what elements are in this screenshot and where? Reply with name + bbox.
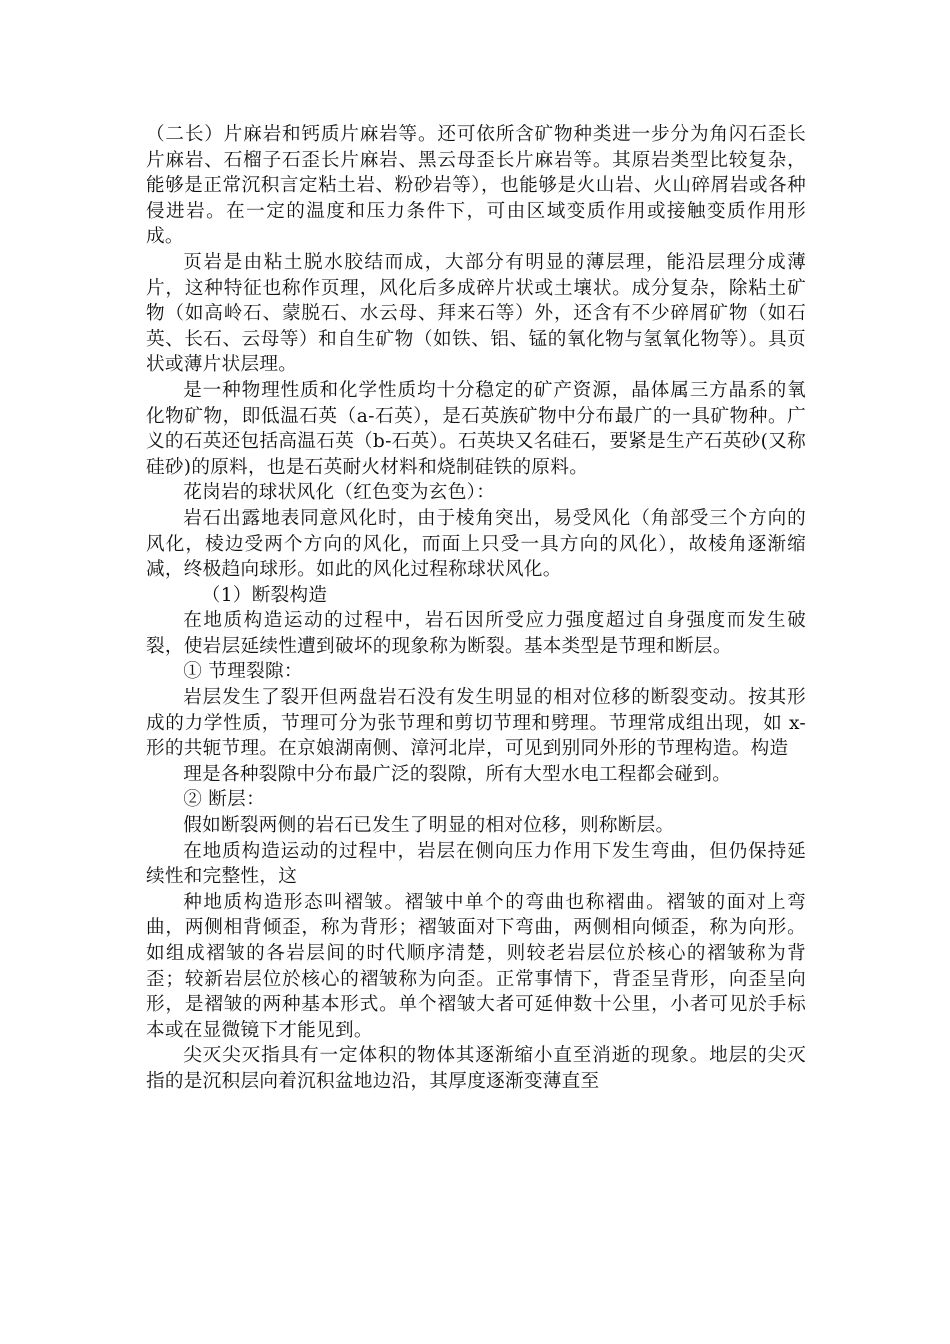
paragraph-shale: 页岩是由粘土脱水胶结而成，大部分有明显的薄层理，能沿层理分成薄片，这种特征也称作页理，风化后多成碎片状或土壤状。成分复杂，除粘土矿物（如高岭石、蒙脱石、水云母、拜来石等）外，还含有不少碎屑矿物（如石英、长石、云母等）和自生矿物（如铁、铝、锰的氧化物与氢氧化物等）。具页状或薄片状层理。 xyxy=(146,251,806,376)
paragraph-fold: 种地质构造形态叫褶皱。褶皱中单个的弯曲也称褶曲。褶皱的面对上弯曲，两侧相背倾歪，称为背形；褶皱面对下弯曲，两侧相向倾歪，称为向形。如组成褶皱的各岩层间的时代顺序清楚，则较老岩层位於核心的褶皱称为背歪；较新岩层位於核心的褶皱称为向歪。正常事情下，背歪呈背形，向歪呈向形，是褶皱的两种基本形式。单个褶皱大者可延伸数十公里，小者可见於手标本或在显微镜下才能见到。 xyxy=(146,891,806,1041)
paragraph-pinch-out: 尖灭尖灭指具有一定体积的物体其逐渐缩小直至消逝的现象。地层的尖灭指的是沉积层向着沉积盆地边沿，其厚度逐渐变薄直至 xyxy=(146,1045,806,1092)
subheading-joint-fissure: ① 节理裂隙： xyxy=(183,661,303,683)
subheading-fault: ② 断层： xyxy=(183,789,265,811)
paragraph-joint-continued: 理是各种裂隙中分布最广泛的裂隙，所有大型水电工程都会碰到。 xyxy=(183,763,732,785)
paragraph-granite-weathering-heading: 花岗岩的球状风化（红色变为玄色）： xyxy=(183,482,496,504)
document-body xyxy=(146,122,806,1095)
section-heading-fault-structure: （1）断裂构造 xyxy=(201,584,328,606)
paragraph-gneiss-types: （二长）片麻岩和钙质片麻岩等。还可依所含矿物种类进一步分为角闪石歪长片麻岩、石榴子石歪长片麻岩、黑云母歪长片麻岩等。其原岩类型比较复杂，能够是正常沉积言定粘土岩、粉砂岩等），也能够是火山岩、火山碎屑岩或各种侵进岩。在一定的温度和压力条件下，可由区域变质作用或接触变质作用形成。 xyxy=(146,124,806,248)
paragraph-quartz: 是一种物理性质和化学性质均十分稳定的矿产资源，晶体属三方晶系的氧化物矿物，即低温石英（a-石英），是石英族矿物中分布最广的一具矿物种。广义的石英还包括高温石英（b-石英）。石英块又名硅石，要紧是生产石英砂(又称硅砂)的原料，也是石英耐火材料和烧制硅铁的原料。 xyxy=(146,379,806,478)
paragraph-fault-definition: 假如断裂两侧的岩石已发生了明显的相对位移，则称断层。 xyxy=(183,815,675,837)
paragraph-spheroidal-weathering: 岩石出露地表同意风化时，由于棱角突出，易受风化（角部受三个方向的风化，棱边受两个方向的风化，而面上只受一具方向的风化），故棱角逐渐缩减，终极趋向球形。如此的风化过程称球状风化。 xyxy=(146,507,806,581)
paragraph-joint: 岩层发生了裂开但两盘岩石没有发生明显的相对位移的断裂变动。按其形成的力学性质，节理可分为张节理和剪切节理和劈理。节理常成组出现，如 x-形的共轭节理。在京娘湖南侧、漳河北岸，可见到别同外形的节理构造。构造 xyxy=(146,687,806,760)
paragraph-fracture-definition: 在地质构造运动的过程中，岩石因所受应力强度超过自身强度而发生破裂，使岩层延续性遭到破坏的现象称为断裂。基本类型是节理和断层。 xyxy=(146,610,806,657)
paragraph-fold-intro: 在地质构造运动的过程中，岩层在侧向压力作用下发生弯曲，但仍保持延续性和完整性，这 xyxy=(146,840,806,888)
